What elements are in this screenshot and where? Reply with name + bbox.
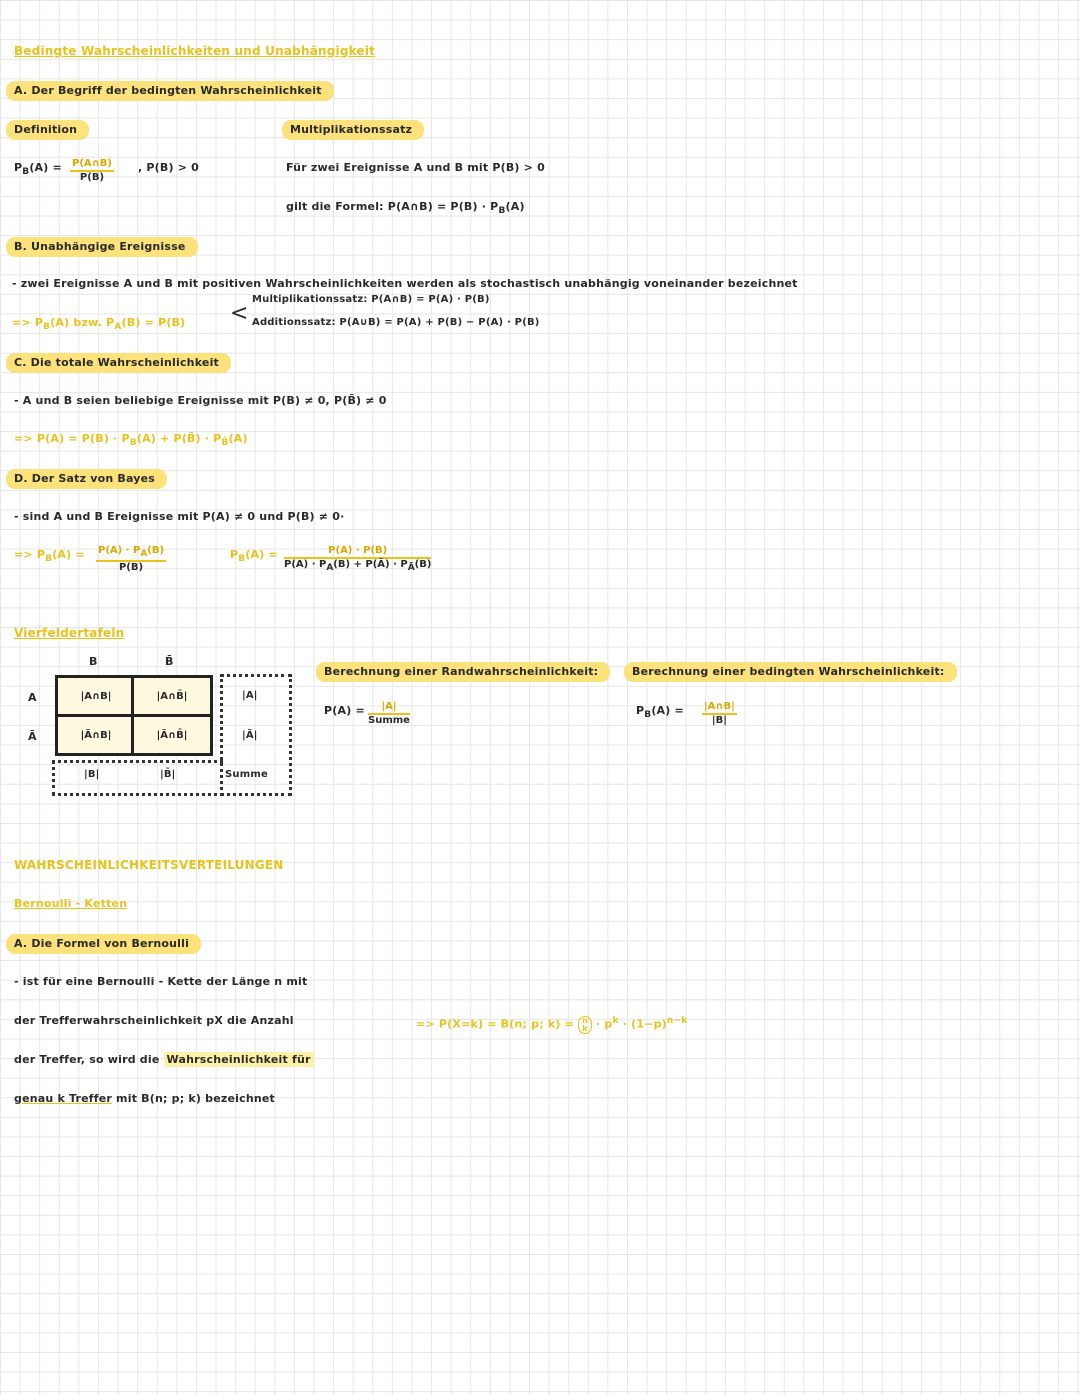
independent-multiplication: Multiplikationssatz: P(A∩B) = P(A) · P(B) <box>252 294 490 305</box>
bernoulli-line-3: der Treffer, so wird die Wahrscheinlichkeit für <box>14 1053 314 1067</box>
bayes-fraction-1: $\frac{P(A) \cdot P_A(B)}{P(B)}$ <box>98 545 165 573</box>
margin-b: |B| <box>84 769 100 780</box>
section-a-heading: A. Der Begriff der bedingten Wahrscheinlichkeit <box>6 81 334 101</box>
section-d-line-1: - sind A und B Ereignisse mit P(A) ≠ 0 und P(B) ≠ 0· <box>14 510 345 523</box>
section-c-line-1: - A und B seien beliebige Ereignisse mit P(B) ≠ 0, P(B̄) ≠ 0 <box>14 394 387 407</box>
bernoulli-subheading: Bernoulli - Ketten <box>14 897 128 910</box>
multiplication-label: Multiplikationssatz <box>282 120 424 140</box>
section-b-heading: B. Unabhängige Ereignisse <box>6 237 198 257</box>
multiplication-line-2: gilt die Formel: P(A∩B) = $P(B) \cdot P_B(A)$ <box>286 200 525 217</box>
cell-a-bar-and-b-bar: |Ā∩B̄| <box>131 714 213 756</box>
margin-b-bar: |B̄| <box>160 769 176 780</box>
bernoulli-formula: => P(X=k) = B(n; p; k) = n k · $p^k \cdot (1-p)^{n-k}$ <box>416 1015 688 1033</box>
marginal-formula-lhs: P(A) = <box>324 704 365 717</box>
dotted-margin-row <box>52 760 223 796</box>
margin-sum: Summe <box>225 769 268 780</box>
column-label-b: B <box>89 655 98 668</box>
marginal-fraction: |A| Summe <box>368 701 410 726</box>
bracket-symbol: < <box>230 301 249 326</box>
margin-a: |A| <box>242 690 258 701</box>
definition-fraction: $\frac{P(A\cap B)}{P(B)}$ <box>72 158 112 183</box>
marginal-probability-label: Berechnung einer Randwahrscheinlichkeit: <box>316 662 610 682</box>
page-title: Bedingte Wahrscheinlichkeiten und Unabhängigkeit <box>14 44 376 58</box>
bernoulli-formula-heading: A. Die Formel von Bernoulli <box>6 934 201 954</box>
cell-a-and-b: |A∩B| <box>55 675 137 717</box>
total-probability-formula: => $P(A) = P(B) \cdot P_B(A)$ + P(B̄) · $P_{B̄}(A)$ <box>14 432 248 449</box>
definition-label: Definition <box>6 120 89 140</box>
conditional-formula-lhs: $P_B(A)$ = <box>636 704 684 721</box>
row-label-a: A <box>28 691 37 704</box>
bayes-fraction-2: $\frac{P(A) \cdot P(B)}{P(A) \cdot P_A(B) + P(Ā) \cdot P_Ā(B)}$ <box>284 545 432 573</box>
section-c-heading: C. Die totale Wahrscheinlichkeit <box>6 353 231 373</box>
conditional-probability-label: Berechnung einer bedingten Wahrscheinlichkeit: <box>624 662 957 682</box>
bernoulli-line-4: genau k Treffer mit B(n; p; k) bezeichnet <box>14 1092 275 1105</box>
cell-a-and-b-bar: |A∩B̄| <box>131 675 213 717</box>
bernoulli-line-2: der Trefferwahrscheinlichkeit pX die Anzahl <box>14 1014 294 1027</box>
margin-a-bar: |Ā| <box>242 730 258 741</box>
row-label-a-bar: Ā <box>28 730 37 743</box>
cell-a-bar-and-b: |Ā∩B| <box>55 714 137 756</box>
section-b-line-1: - zwei Ereignisse A und B mit positiven Wahrscheinlichkeiten werden als stochastisch unabhängig voneinander bezeichnet <box>12 277 798 290</box>
bernoulli-line-1: - ist für eine Bernoulli - Kette der Länge n mit <box>14 975 308 988</box>
bayes-formula-2-lhs: $P_B(A)$ = <box>230 548 278 565</box>
contingency-heading: Vierfeldertafeln <box>14 626 125 640</box>
bayes-formula-1-lhs: => $P_B(A)$ = <box>14 548 85 565</box>
definition-condition: , P(B) > 0 <box>138 161 200 174</box>
column-label-b-bar: B̄ <box>165 655 174 668</box>
definition-formula-lhs: $P_B(A)$ = <box>14 161 62 178</box>
independent-addition: Additionssatz: P(A∪B) = P(A) + P(B) − P(A) · P(B) <box>252 317 540 328</box>
conditional-fraction: $\frac{|A\cap B|}{|B|}$ <box>704 701 735 726</box>
multiplication-line-1: Für zwei Ereignisse A und B mit P(B) > 0 <box>286 161 545 174</box>
section-d-heading: D. Der Satz von Bayes <box>6 469 167 489</box>
section-b-implication: => $P_B(A)$ bzw. $P_A(B) = P(B)$ <box>12 316 186 333</box>
distributions-heading: WAHRSCHEINLICHKEITSVERTEILUNGEN <box>14 858 284 872</box>
